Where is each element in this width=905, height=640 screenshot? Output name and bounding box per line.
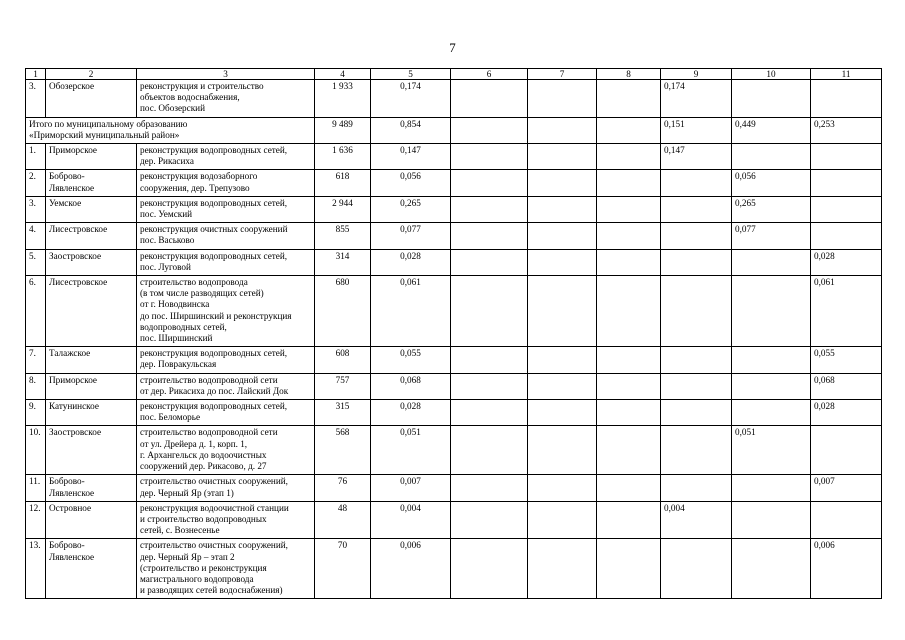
value-cell-6 (451, 196, 528, 222)
value-cell-4: 855 (315, 223, 371, 249)
column-number-cell: 3 (137, 69, 315, 80)
value-cell-4: 70 (315, 539, 371, 599)
value-cell-11 (811, 223, 882, 249)
value-cell-11: 0,006 (811, 539, 882, 599)
value-cell-8 (597, 400, 661, 426)
column-number-cell: 1 (26, 69, 46, 80)
table-row (26, 80, 882, 118)
value-cell-4: 315 (315, 400, 371, 426)
total-row (26, 117, 882, 143)
value-cell-8 (597, 170, 661, 196)
value-cell-6 (451, 80, 528, 118)
settlement-cell: Боброво- Лявленское (46, 539, 137, 599)
value-cell-10 (732, 400, 811, 426)
data-table (25, 68, 882, 599)
value-cell-10 (732, 501, 811, 539)
table-row (26, 400, 882, 426)
table-row (26, 539, 882, 599)
value-cell-4: 314 (315, 249, 371, 275)
work-description-cell: реконструкция и строительство объектов водоснабжения, пос. Обозерский (137, 80, 315, 118)
value-cell-5: 0,007 (371, 475, 451, 501)
total-label-cell: Итого по муниципальному образованию «Приморский муниципальный район» (26, 117, 315, 143)
work-description-cell: строительство водопроводной сети от ул. Дрейера д. 1, корп. 1, г. Архангельск до водоочистных сооружений дер. Рикасово, д. 27 (137, 426, 315, 475)
column-number-cell: 9 (661, 69, 732, 80)
value-cell-9: 0,174 (661, 80, 732, 118)
row-number-cell: 9. (26, 400, 46, 426)
settlement-cell: Островное (46, 501, 137, 539)
value-cell-4: 2 944 (315, 196, 371, 222)
value-cell-10 (732, 249, 811, 275)
value-cell-4: 9 489 (315, 117, 371, 143)
row-number-cell: 10. (26, 426, 46, 475)
value-cell-11: 0,061 (811, 276, 882, 347)
value-cell-7 (528, 539, 597, 599)
settlement-cell: Уемское (46, 196, 137, 222)
table-row (26, 196, 882, 222)
value-cell-8 (597, 347, 661, 373)
value-cell-5: 0,147 (371, 144, 451, 170)
value-cell-10: 0,265 (732, 196, 811, 222)
value-cell-8 (597, 196, 661, 222)
value-cell-7 (528, 426, 597, 475)
row-number-cell: 8. (26, 373, 46, 399)
value-cell-7 (528, 249, 597, 275)
value-cell-8 (597, 475, 661, 501)
value-cell-7 (528, 223, 597, 249)
value-cell-11: 0,055 (811, 347, 882, 373)
value-cell-7 (528, 501, 597, 539)
value-cell-9 (661, 347, 732, 373)
value-cell-5: 0,004 (371, 501, 451, 539)
value-cell-7 (528, 475, 597, 501)
row-number-cell: 12. (26, 501, 46, 539)
value-cell-9: 0,151 (661, 117, 732, 143)
value-cell-4: 568 (315, 426, 371, 475)
settlement-cell: Талажское (46, 347, 137, 373)
work-description-cell: реконструкция водозаборного сооружения, дер. Трепузово (137, 170, 315, 196)
column-number-cell: 7 (528, 69, 597, 80)
settlement-cell: Катунинское (46, 400, 137, 426)
work-description-cell: реконструкция водопроводных сетей, пос. Уемский (137, 196, 315, 222)
value-cell-5: 0,854 (371, 117, 451, 143)
value-cell-4: 1 933 (315, 80, 371, 118)
column-number-cell: 8 (597, 69, 661, 80)
value-cell-6 (451, 170, 528, 196)
row-number-cell: 3. (26, 80, 46, 118)
value-cell-10 (732, 80, 811, 118)
row-number-cell: 7. (26, 347, 46, 373)
value-cell-7 (528, 196, 597, 222)
value-cell-7 (528, 117, 597, 143)
value-cell-8 (597, 249, 661, 275)
value-cell-10: 0,056 (732, 170, 811, 196)
work-description-cell: реконструкция водопроводных сетей, пос. Луговой (137, 249, 315, 275)
value-cell-10: 0,051 (732, 426, 811, 475)
value-cell-9 (661, 196, 732, 222)
table-row (26, 501, 882, 539)
value-cell-10 (732, 373, 811, 399)
column-number-cell: 10 (732, 69, 811, 80)
row-number-cell: 4. (26, 223, 46, 249)
value-cell-6 (451, 475, 528, 501)
value-cell-6 (451, 539, 528, 599)
value-cell-7 (528, 400, 597, 426)
value-cell-11: 0,028 (811, 400, 882, 426)
value-cell-9 (661, 539, 732, 599)
value-cell-5: 0,174 (371, 80, 451, 118)
row-number-cell: 3. (26, 196, 46, 222)
value-cell-5: 0,028 (371, 249, 451, 275)
value-cell-5: 0,061 (371, 276, 451, 347)
value-cell-10: 0,077 (732, 223, 811, 249)
value-cell-4: 76 (315, 475, 371, 501)
value-cell-8 (597, 276, 661, 347)
settlement-cell: Боброво- Лявленское (46, 170, 137, 196)
value-cell-9 (661, 373, 732, 399)
work-description-cell: строительство очистных сооружений, дер. Черный Яр (этап 1) (137, 475, 315, 501)
value-cell-9 (661, 475, 732, 501)
value-cell-8 (597, 223, 661, 249)
value-cell-11 (811, 196, 882, 222)
value-cell-9 (661, 426, 732, 475)
table-row (26, 475, 882, 501)
table-row (26, 144, 882, 170)
value-cell-5: 0,028 (371, 400, 451, 426)
value-cell-8 (597, 80, 661, 118)
value-cell-11 (811, 144, 882, 170)
value-cell-6 (451, 426, 528, 475)
value-cell-6 (451, 117, 528, 143)
work-description-cell: реконструкция водопроводных сетей, дер. Повракульская (137, 347, 315, 373)
value-cell-7 (528, 144, 597, 170)
value-cell-9 (661, 276, 732, 347)
value-cell-9 (661, 249, 732, 275)
value-cell-5: 0,265 (371, 196, 451, 222)
value-cell-6 (451, 144, 528, 170)
value-cell-5: 0,006 (371, 539, 451, 599)
value-cell-4: 757 (315, 373, 371, 399)
value-cell-10 (732, 539, 811, 599)
value-cell-10 (732, 347, 811, 373)
value-cell-10: 0,449 (732, 117, 811, 143)
work-description-cell: строительство водопровода (в том числе разводящих сетей) от г. Новодвинска до пос. Ширшинский и реконструкция водопроводных сетей, пос. Ширшинский (137, 276, 315, 347)
value-cell-5: 0,077 (371, 223, 451, 249)
value-cell-8 (597, 117, 661, 143)
value-cell-4: 680 (315, 276, 371, 347)
settlement-cell: Боброво- Лявленское (46, 475, 137, 501)
value-cell-4: 618 (315, 170, 371, 196)
value-cell-9 (661, 223, 732, 249)
settlement-cell: Заостровское (46, 249, 137, 275)
value-cell-6 (451, 373, 528, 399)
table-row (26, 373, 882, 399)
value-cell-9: 0,147 (661, 144, 732, 170)
value-cell-11 (811, 80, 882, 118)
table-row (26, 426, 882, 475)
work-description-cell: строительство водопроводной сети от дер. Рикасиха до пос. Лайский Док (137, 373, 315, 399)
value-cell-7 (528, 373, 597, 399)
value-cell-10 (732, 475, 811, 501)
value-cell-7 (528, 80, 597, 118)
column-number-cell: 11 (811, 69, 882, 80)
value-cell-4: 608 (315, 347, 371, 373)
value-cell-6 (451, 400, 528, 426)
value-cell-5: 0,056 (371, 170, 451, 196)
value-cell-11: 0,028 (811, 249, 882, 275)
column-number-cell: 4 (315, 69, 371, 80)
value-cell-5: 0,055 (371, 347, 451, 373)
settlement-cell: Лисестровское (46, 276, 137, 347)
value-cell-8 (597, 373, 661, 399)
value-cell-6 (451, 249, 528, 275)
value-cell-11 (811, 501, 882, 539)
value-cell-9: 0,004 (661, 501, 732, 539)
table-row (26, 276, 882, 347)
table-row (26, 223, 882, 249)
work-description-cell: строительство очистных сооружений, дер. Черный Яр – этап 2 (строительство и реконструкция магистрального водопровода и разводящих сетей водоснабжения) (137, 539, 315, 599)
work-description-cell: реконструкция водоочистной станции и строительство водопроводных сетей, с. Вознесенье (137, 501, 315, 539)
value-cell-8 (597, 426, 661, 475)
value-cell-11 (811, 426, 882, 475)
row-number-cell: 1. (26, 144, 46, 170)
row-number-cell: 6. (26, 276, 46, 347)
work-description-cell: реконструкция очистных сооружений пос. Васьково (137, 223, 315, 249)
value-cell-9 (661, 400, 732, 426)
value-cell-7 (528, 347, 597, 373)
value-cell-7 (528, 276, 597, 347)
settlement-cell: Обозерское (46, 80, 137, 118)
page-number: 7 (449, 40, 456, 55)
settlement-cell: Приморское (46, 373, 137, 399)
value-cell-8 (597, 539, 661, 599)
value-cell-5: 0,051 (371, 426, 451, 475)
row-number-cell: 13. (26, 539, 46, 599)
value-cell-6 (451, 276, 528, 347)
value-cell-4: 48 (315, 501, 371, 539)
value-cell-11: 0,007 (811, 475, 882, 501)
settlement-cell: Лисестровское (46, 223, 137, 249)
value-cell-4: 1 636 (315, 144, 371, 170)
table-row (26, 249, 882, 275)
row-number-cell: 11. (26, 475, 46, 501)
table-row (26, 170, 882, 196)
value-cell-6 (451, 347, 528, 373)
row-number-cell: 5. (26, 249, 46, 275)
value-cell-11: 0,068 (811, 373, 882, 399)
value-cell-8 (597, 501, 661, 539)
work-description-cell: реконструкция водопроводных сетей, дер. Рикасиха (137, 144, 315, 170)
table-row (26, 347, 882, 373)
column-number-cell: 5 (371, 69, 451, 80)
table-body (26, 69, 882, 599)
column-number-cell: 2 (46, 69, 137, 80)
value-cell-10 (732, 276, 811, 347)
value-cell-6 (451, 501, 528, 539)
row-number-cell: 2. (26, 170, 46, 196)
value-cell-7 (528, 170, 597, 196)
value-cell-9 (661, 170, 732, 196)
settlement-cell: Приморское (46, 144, 137, 170)
value-cell-5: 0,068 (371, 373, 451, 399)
settlement-cell: Заостровское (46, 426, 137, 475)
value-cell-10 (732, 144, 811, 170)
value-cell-11 (811, 170, 882, 196)
value-cell-8 (597, 144, 661, 170)
column-number-row (26, 69, 882, 80)
value-cell-11: 0,253 (811, 117, 882, 143)
work-description-cell: реконструкция водопроводных сетей, пос. Беломорье (137, 400, 315, 426)
value-cell-6 (451, 223, 528, 249)
column-number-cell: 6 (451, 69, 528, 80)
